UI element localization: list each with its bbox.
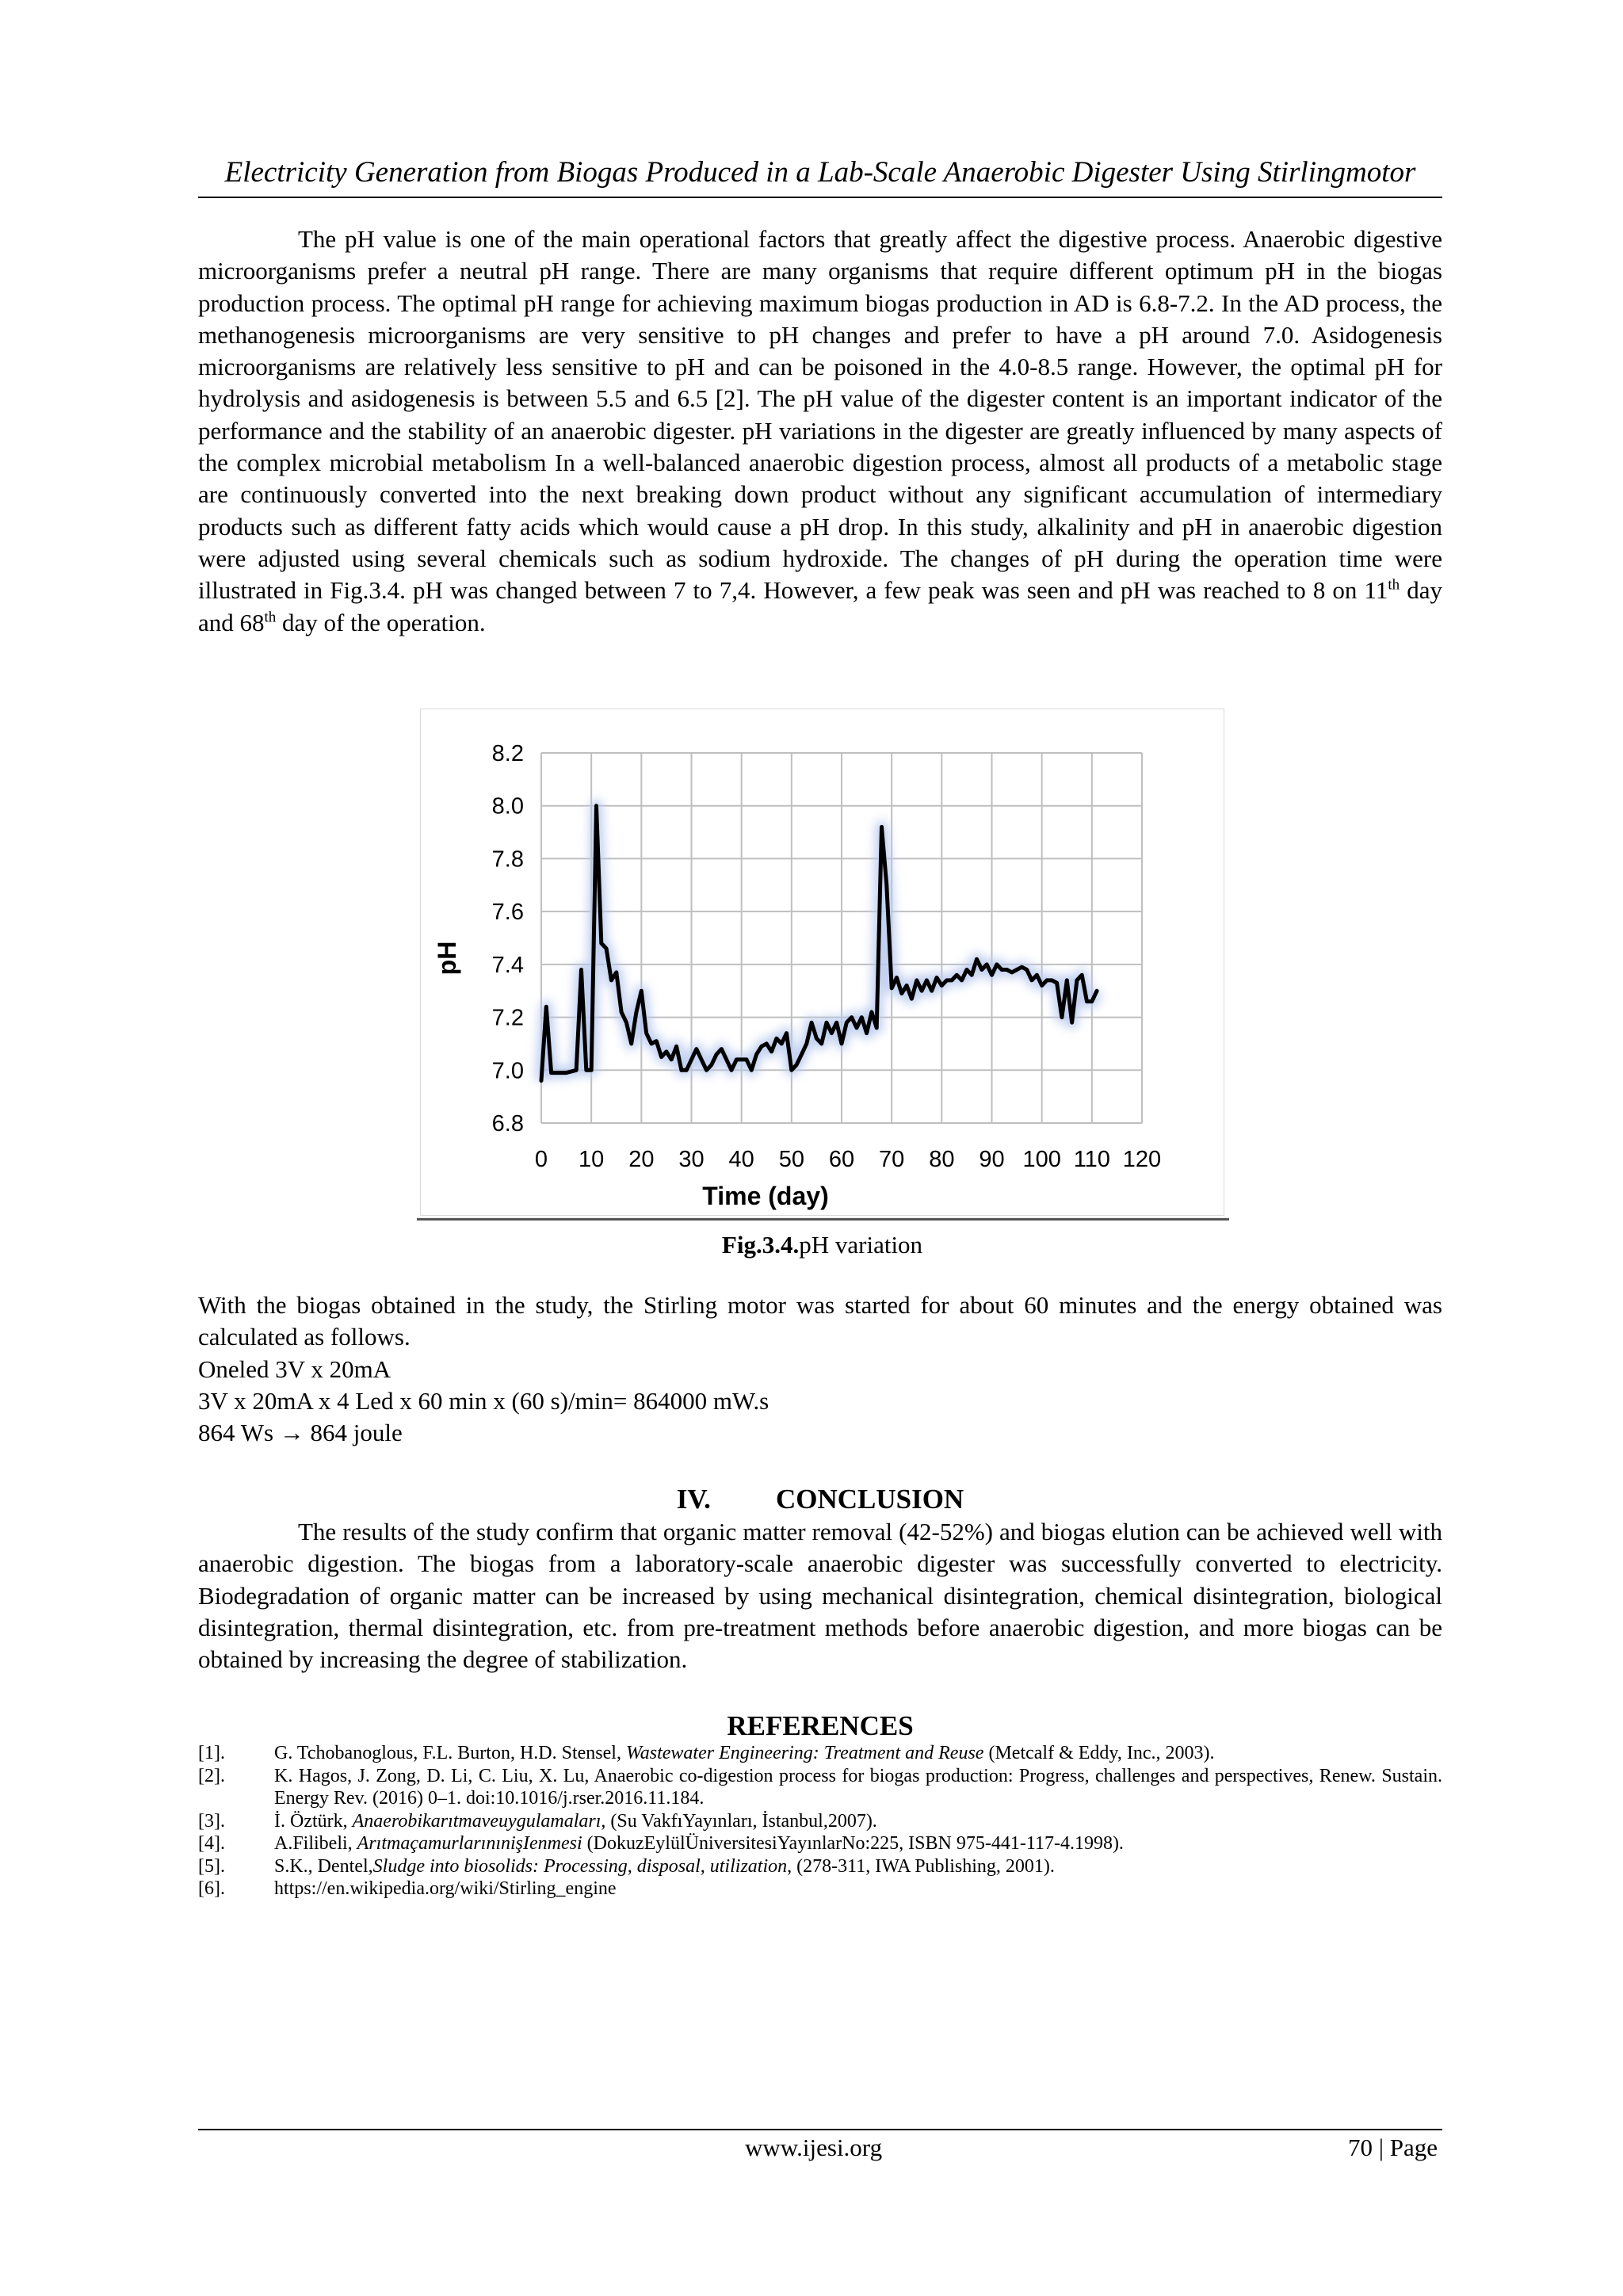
ph-paragraph xyxy=(198,223,1442,639)
reference-text xyxy=(274,1765,1442,1810)
ph-data-point xyxy=(625,1022,627,1023)
ph-data-point xyxy=(856,1027,857,1029)
ph-data-point xyxy=(685,1069,687,1071)
ph-data-point xyxy=(580,968,582,970)
ph-chart-figure xyxy=(420,709,1224,1216)
ph-data-point xyxy=(711,1064,712,1065)
ph-data-point xyxy=(916,980,918,981)
ph-data-point xyxy=(880,826,882,827)
figure-caption xyxy=(420,1231,1224,1259)
ph-data-point xyxy=(616,972,617,973)
ph-data-point xyxy=(1066,980,1067,981)
reference-text-part: A.Filibeli, xyxy=(274,1833,357,1854)
x-tick-label: 110 xyxy=(1073,1147,1110,1172)
ph-chart xyxy=(421,709,1225,1217)
ph-data-point xyxy=(1061,1016,1063,1018)
footer-page-number: 70 | Page xyxy=(1348,2134,1438,2161)
y-tick-label: 7.4 xyxy=(491,952,524,978)
ph-data-point xyxy=(846,1022,847,1023)
y-tick-label: 8.2 xyxy=(491,741,524,766)
ph-data-point xyxy=(811,1022,812,1023)
reference-number: [5]. xyxy=(198,1855,225,1877)
ph-data-point xyxy=(651,1043,652,1045)
ph-data-point xyxy=(981,968,983,970)
ph-data-point xyxy=(731,1069,732,1071)
ph-data-point xyxy=(996,964,998,965)
reference-item xyxy=(198,1742,1442,1765)
x-tick-label: 120 xyxy=(1122,1147,1162,1172)
x-tick-label: 100 xyxy=(1022,1147,1061,1172)
ph-data-point xyxy=(636,1011,637,1013)
ph-data-point xyxy=(605,948,607,949)
ph-data-point xyxy=(1056,982,1057,984)
conclusion-number: IV. xyxy=(676,1484,711,1515)
reference-item xyxy=(198,1765,1442,1810)
ph-paragraph-main: The pH value is one of the main operational factors that greatly affect the digestive process. Anaerobic digestive microorganisms prefer a neutral pH range. There are many organisms that require different optimum pH in the biogas production process. The optimal pH range for achieving maximum biogas production in AD is 6.8-7.2. In the AD process, the methanogenesis microorganisms are very sensitive to pH changes and prefer to have a pH around 7.0. Asidogenesis microorganisms are relatively less sensitive to pH and can be poisoned in the 4.0-8.5 range. However, the optimal pH for hydrolysis and asidogenesis is between 5.5 and 6.5 [2]. The pH value of the digester content is an important indicator of the performance and the stability of an anaerobic digester. pH variations in the digester are greatly influenced by many aspects of the complex microbial metabolism In a well-balanced anaerobic digestion process, almost all products of a metabolic stage are continuously converted into the next breaking down product without any significant accumulation of intermediary products such as different fatty acids which would cause a pH drop. In this study, alkalinity and pH in anaerobic digestion were adjusted using several chemicals such as sodium hydroxide. The changes of pH during the operation time were illustrated in Fig.3.4. pH was changed between 7 to 7,4. However, a few peak was seen and pH was reached to 8 on 11 xyxy=(198,225,1442,605)
ph-data-point xyxy=(806,1043,808,1045)
ph-data-point xyxy=(750,1069,752,1071)
header-rule xyxy=(198,197,1442,198)
y-tick-label: 7.0 xyxy=(491,1058,524,1084)
ph-data-point xyxy=(770,1051,772,1052)
reference-title-italic: ArıtmaçamurlarınınişIenmesi xyxy=(357,1833,582,1854)
reference-text-part: https://en.wikipedia.org/wiki/Stirling_engine xyxy=(274,1878,617,1899)
ph-data-point xyxy=(735,1059,737,1060)
ph-data-point xyxy=(976,958,977,960)
ph-data-point xyxy=(1001,968,1002,970)
ph-data-point xyxy=(901,992,903,994)
ph-data-point xyxy=(690,1059,692,1060)
ph-data-point xyxy=(991,974,992,976)
ph-data-point xyxy=(1006,968,1007,970)
ph-data-point xyxy=(550,1072,552,1073)
ph-data-point xyxy=(701,1059,702,1060)
ph-data-point xyxy=(1031,980,1033,981)
ph-data-point xyxy=(986,964,987,965)
ph-data-point xyxy=(696,1048,697,1049)
x-tick-label: 60 xyxy=(828,1147,855,1172)
reference-text-part: (DokuzEylülÜniversitesiYayınlarNo:225, ISBN 975-441-117-4.1998). xyxy=(582,1833,1124,1854)
ph-data-point xyxy=(1081,974,1083,976)
ph-data-point xyxy=(931,990,933,991)
energy-paragraph: With the biogas obtained in the study, the Stirling motor was started for about 60 minutes and the energy obtained was calculated as follows. xyxy=(198,1291,1442,1351)
y-tick-label: 7.2 xyxy=(491,1005,524,1031)
ph-data-point xyxy=(1076,980,1078,981)
reference-text-part: (Metcalf & Eddy, Inc., 2003). xyxy=(983,1743,1215,1763)
ph-data-point xyxy=(556,1072,557,1073)
conclusion-title: CONCLUSION xyxy=(775,1484,964,1515)
ph-data-point xyxy=(791,1069,792,1071)
x-axis-label: Time (day) xyxy=(702,1182,829,1210)
ph-data-point xyxy=(1041,984,1043,986)
ph-data-point xyxy=(645,1032,647,1033)
ph-data-point xyxy=(631,1043,632,1045)
reference-number: [3]. xyxy=(198,1810,225,1832)
ph-data-point xyxy=(871,1011,873,1013)
ph-data-point xyxy=(1021,966,1022,968)
ph-data-point xyxy=(1086,1000,1087,1002)
ph-data-point xyxy=(610,980,612,981)
figure-caption-text: pH variation xyxy=(799,1231,923,1259)
y-tick-label: 6.8 xyxy=(491,1111,524,1137)
superscript-th: th xyxy=(264,609,277,626)
ph-data-point xyxy=(796,1064,797,1065)
ph-data-point xyxy=(540,1079,542,1081)
ph-data-point xyxy=(1096,990,1098,991)
ph-data-point xyxy=(1046,980,1048,981)
ph-data-point xyxy=(1036,974,1037,976)
chart-grid xyxy=(541,753,1142,1123)
ph-data-point xyxy=(755,1053,757,1055)
y-tick-label: 7.6 xyxy=(491,900,524,926)
ph-data-point xyxy=(660,1056,662,1057)
reference-title-italic: Anaerobikarıtmaveuygulamaları xyxy=(352,1810,601,1832)
ph-data-point xyxy=(826,1022,827,1023)
ph-data-point xyxy=(590,1069,592,1071)
footer-website: www.ijesi.org xyxy=(745,2134,883,2161)
ph-data-point xyxy=(836,1022,838,1023)
energy-calc-line-1: Oneled 3V x 20mA xyxy=(198,1355,391,1383)
reference-text-part: G. Tchobanoglous, F.L. Burton, H.D. Stensel, xyxy=(274,1743,626,1763)
ph-data-point xyxy=(800,1053,802,1055)
conclusion-paragraph: The results of the study confirm that organic matter removal (42-52%) and biogas elution can be achieved well with anaerobic digestion. The biogas from a laboratory-scale anaerobic digester was successfully converted to electricity. Biodegradation of organic matter can be increased by using mechanical disintegration, chemical disintegration, biological disintegration, thermal disintegration, etc. from pre-treatment methods before anaerobic digestion, and more biogas can be obtained by increasing the degree of stabilization. xyxy=(198,1518,1442,1674)
reference-title-italic: Wastewater Engineering: Treatment and Reuse xyxy=(625,1743,984,1763)
reference-item xyxy=(198,1855,1442,1878)
ph-data-point xyxy=(670,1059,672,1060)
x-tick-label: 70 xyxy=(879,1147,905,1172)
ph-data-point xyxy=(1051,980,1052,981)
ph-data-point xyxy=(941,984,942,986)
x-tick-label: 80 xyxy=(929,1147,955,1172)
y-tick-label: 8.0 xyxy=(491,793,524,819)
ph-data-point xyxy=(741,1059,743,1060)
reference-number: [2]. xyxy=(198,1765,225,1786)
ph-data-point xyxy=(876,1027,877,1029)
ph-data-point xyxy=(946,980,948,981)
ph-data-point xyxy=(746,1059,747,1060)
ph-data-point xyxy=(865,1032,867,1033)
ph-data-point xyxy=(1091,1000,1093,1002)
reference-text xyxy=(274,1832,1442,1855)
ph-data-point xyxy=(896,976,897,978)
ph-data-point xyxy=(720,1048,722,1049)
chart-series xyxy=(540,805,1098,1082)
ph-data-point xyxy=(655,1040,657,1041)
energy-calc-line-2: 3V x 20mA x 4 Led x 60 min x (60 s)/min= 864000 mW.s xyxy=(198,1387,769,1415)
x-tick-label: 20 xyxy=(628,1147,655,1172)
superscript-th: th xyxy=(1388,576,1400,594)
ph-data-point xyxy=(926,980,927,981)
references-heading: REFERENCES xyxy=(727,1710,914,1741)
ph-data-point xyxy=(1011,972,1013,973)
ph-data-point xyxy=(545,1006,547,1007)
y-tick-label: 7.8 xyxy=(491,846,524,873)
ph-data-point xyxy=(595,805,597,807)
x-tick-label: 30 xyxy=(678,1147,705,1172)
ph-data-point xyxy=(841,1043,842,1045)
x-tick-label: 10 xyxy=(579,1147,605,1172)
reference-title-italic: Sludge into biosolids: Processing, disposal, utilization xyxy=(372,1855,788,1877)
ph-data-point xyxy=(586,1069,587,1071)
ph-data-point xyxy=(1016,968,1018,970)
ph-data-point xyxy=(705,1069,707,1071)
ph-data-point xyxy=(640,990,642,991)
x-tick-label: 40 xyxy=(728,1147,754,1172)
ph-data-point xyxy=(966,968,968,970)
ph-data-point xyxy=(716,1053,717,1055)
ph-data-point xyxy=(1071,1022,1072,1023)
ph-data-point xyxy=(781,1043,782,1045)
reference-number: [1]. xyxy=(198,1743,225,1763)
reference-item xyxy=(198,1810,1442,1833)
reference-text xyxy=(274,1855,1442,1878)
ph-data-point xyxy=(601,942,602,944)
footer-rule xyxy=(198,2129,1442,2130)
energy-calc-line-3: 864 Ws → 864 joule xyxy=(198,1419,403,1446)
reference-number: [6]. xyxy=(198,1878,225,1899)
ph-data-point xyxy=(766,1043,767,1045)
reference-text xyxy=(274,1742,1442,1765)
ph-data-point xyxy=(681,1069,682,1071)
ph-data-point xyxy=(956,974,957,976)
ph-paragraph-mid: day and 68 xyxy=(198,576,1442,636)
references-list xyxy=(198,1742,1442,1901)
ph-data-point xyxy=(886,884,888,886)
ph-data-point xyxy=(936,976,938,978)
ph-data-point xyxy=(565,1072,567,1073)
reference-text xyxy=(274,1878,1442,1901)
ph-data-point xyxy=(776,1037,777,1039)
ph-data-point xyxy=(815,1037,817,1039)
ph-data-point xyxy=(666,1051,667,1052)
figure-baseline xyxy=(417,1218,1229,1221)
ph-data-point xyxy=(861,1016,862,1018)
x-tick-label: 90 xyxy=(979,1147,1005,1172)
ph-data-point xyxy=(575,1069,577,1071)
x-tick-label: 0 xyxy=(534,1147,548,1172)
ph-data-point xyxy=(761,1045,762,1047)
running-header: Electricity Generation from Biogas Produced in a Lab-Scale Anaerobic Digester Using Stirlingmotor xyxy=(224,156,1416,189)
reference-text xyxy=(274,1810,1442,1833)
ph-data-point xyxy=(821,1043,823,1045)
reference-text-part: , (Su VakfıYayınları, İstanbul,2007). xyxy=(601,1810,877,1832)
ph-data-point xyxy=(785,1032,787,1033)
y-axis-label: pH xyxy=(433,941,461,976)
reference-item xyxy=(198,1832,1442,1855)
ph-data-point xyxy=(906,984,907,986)
ph-data-point xyxy=(621,1011,622,1013)
ph-data-point xyxy=(971,974,972,976)
ph-data-point xyxy=(831,1032,832,1033)
reference-text-part: K. Hagos, J. Zong, D. Li, C. Liu, X. Lu, Anaerobic co-digestion process for biogas production: Progress, challenges and perspectives, Renew. Sustain. Energy Rev. (2016) 0–1. doi:10.1016/j.rser.2016.11.184. xyxy=(274,1765,1442,1809)
ph-data-point xyxy=(850,1016,852,1018)
ph-data-point xyxy=(1026,968,1028,970)
ph-data-point xyxy=(911,998,912,999)
ph-paragraph-end: day of the operation. xyxy=(276,608,486,636)
ph-data-point xyxy=(726,1059,727,1060)
reference-text-part: S.K., Dentel, xyxy=(274,1855,373,1877)
ph-data-point xyxy=(675,1045,677,1047)
reference-text-part: , (278-311, IWA Publishing, 2001). xyxy=(787,1855,1055,1877)
reference-text-part: İ. Öztürk, xyxy=(274,1810,353,1832)
x-tick-label: 50 xyxy=(778,1147,804,1172)
figure-caption-label: Fig.3.4. xyxy=(721,1231,800,1259)
ph-data-point xyxy=(951,980,953,981)
reference-item xyxy=(198,1878,1442,1901)
conclusion-heading xyxy=(198,1484,1442,1515)
ph-data-point xyxy=(891,988,892,989)
ph-data-point xyxy=(921,990,922,991)
reference-number: [4]. xyxy=(198,1833,225,1854)
ph-data-point xyxy=(960,980,962,981)
